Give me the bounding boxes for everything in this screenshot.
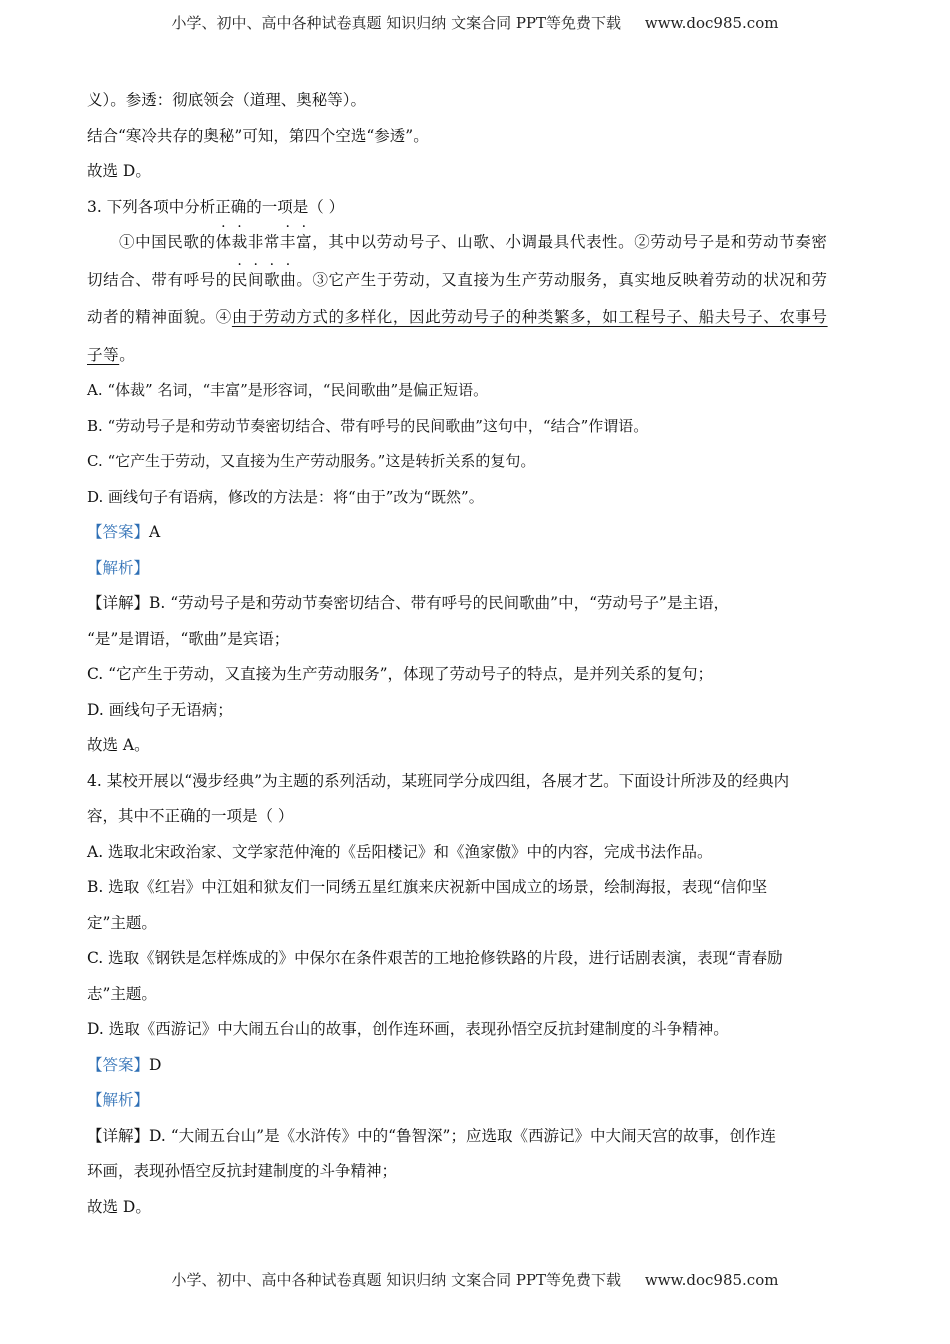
q3-passage-line-3 (87, 304, 867, 342)
q4-detail-line-2: 环画，表现孙悟空反抗封建制度的斗争精神； (87, 1162, 398, 1180)
passage-text: ，其中以劳动号子、山歌、小调最具代表性。②劳动号子是和劳动节奏密 (312, 233, 828, 251)
underlined-sentence: 由于劳动方式的多样化，因此劳动号子的种类繁多，如工程号子、船夫号子、农事号 (231, 308, 828, 326)
intro-line-2: 结合“寒冷共存的奥秘”可知，第四个空选“参透”。 (87, 126, 429, 145)
q4-option-a: A. 选取北宋政治家、文学家范仲淹的《岳阳楼记》和《渔家傲》中的内容，完成书法作品。 (87, 842, 713, 861)
q4-option-d: D. 选取《西游记》中大闹五台山的故事，创作连环画，表现孙悟空反抗封建制度的斗争精神。 (87, 1020, 729, 1038)
q4-answer (87, 1052, 867, 1088)
q3-detail-line-4: D. 画线句子无语病； (87, 700, 233, 719)
passage-text: ①中国民歌的 (119, 233, 216, 251)
answer-value: A (149, 523, 161, 541)
emphasis-char: 富 (296, 233, 313, 251)
q3-passage-line-1 (87, 229, 867, 267)
passage-text: 非常 (247, 233, 281, 251)
q3-option-b: B. “劳动号子是和劳动节奏密切结合、带有呼号的民间歌曲”这句中，“结合”作谓语。 (87, 416, 649, 435)
q4-option-b-line-1: B. 选取《红岩》中江姐和狱友们一同绣五星红旗来庆祝新中国成立的场景，绘制海报，表现“信仰坚 (87, 878, 768, 896)
q3-option-d: D. 画线句子有语病，修改的方法是：将“由于”改为“既然”。 (87, 487, 484, 506)
q3-option-a: A. “体裁” 名词，“丰富”是形容词，“民间歌曲”是偏正短语。 (87, 381, 489, 399)
q4-stem-line-2: 容，其中不正确的一项是（ ） (87, 807, 294, 825)
emphasis-char: 体 (215, 233, 232, 251)
document-body (87, 87, 867, 1229)
q3-detail-line-3: C. “它产生于劳动，又直接为生产劳动服务”，体现了劳动号子的特点，是并列关系的复句； (87, 665, 714, 683)
q3-answer (87, 519, 867, 555)
analysis-tag: 【解析】 (87, 1091, 150, 1109)
answer-value: D (149, 1055, 162, 1074)
q3-passage-line-2 (87, 267, 867, 305)
passage-text: 动者的精神面貌。④ (87, 308, 232, 326)
q3-option-c: C. “它产生于劳动，又直接为生产劳动服务。”这是转折关系的复句。 (87, 452, 536, 470)
underlined-sentence: 子等 (87, 345, 120, 364)
q4-conclusion: 故选 D。 (87, 1197, 151, 1216)
q4-detail-line-1 (87, 1123, 867, 1159)
q3-detail-line-2: “是”是谓语，“歌曲”是宾语； (87, 629, 290, 648)
q3-conclusion: 故选 A。 (87, 736, 150, 754)
passage-text: 。③它产生于劳动，又直接为生产劳动服务，真实地反映着劳动的状况和劳 (296, 270, 828, 289)
q3-detail-line-1 (87, 590, 867, 626)
emphasis-char: 歌 (264, 270, 281, 289)
detail-tag: 【详解】 (87, 594, 150, 612)
passage-text: 。 (119, 345, 136, 364)
emphasis-char: 曲 (280, 270, 297, 289)
q3-stem: 3. 下列各项中分析正确的一项是（ ） (87, 197, 345, 216)
answer-tag: 【答案】 (87, 523, 150, 541)
page-footer: 小学、初中、高中各种试卷真题 知识归纳 文案合同 PPT等免费下载 www.doc985.com (171, 1271, 779, 1289)
intro-line-1: 义）。参透：彻底领会（道理、奥秘等）。 (87, 91, 367, 109)
q4-option-b-line-2: 定”主题。 (87, 913, 157, 932)
intro-conclusion: 故选 D。 (87, 162, 151, 180)
q4-option-c-line-2: 志”主题。 (87, 984, 157, 1003)
emphasis-char: 间 (248, 270, 265, 289)
detail-text: D. “大闹五台山”是《水浒传》中的“鲁智深”；应选取《西游记》中大闹天宫的故事，创作连 (149, 1126, 776, 1145)
answer-tag: 【答案】 (87, 1055, 150, 1074)
emphasis-char: 民 (231, 270, 249, 289)
emphasis-char: 裁 (231, 233, 248, 251)
analysis-tag: 【解析】 (87, 558, 150, 577)
page-header: 小学、初中、高中各种试卷真题 知识归纳 文案合同 PPT等免费下载 www.doc985.com (171, 14, 779, 32)
q4-analysis (87, 1087, 867, 1123)
detail-text: B. “劳动号子是和劳动节奏密切结合、带有呼号的民间歌曲”中，“劳动号子”是主语， (149, 594, 729, 612)
q4-option-c-line-1: C. 选取《钢铁是怎样炼成的》中保尔在条件艰苦的工地抢修铁路的片段，进行话剧表演，表现“青春励 (87, 949, 783, 967)
passage-text: 切结合、带有呼号的 (87, 270, 232, 289)
detail-tag: 【详解】 (87, 1126, 150, 1145)
emphasis-char: 丰 (280, 233, 297, 251)
q4-stem-line-1: 4. 某校开展以“漫步经典”为主题的系列活动，某班同学分成四组，各展才艺。下面设计所涉及的经典内 (87, 771, 790, 790)
q3-passage-line-4 (87, 342, 867, 378)
q3-analysis (87, 555, 867, 591)
